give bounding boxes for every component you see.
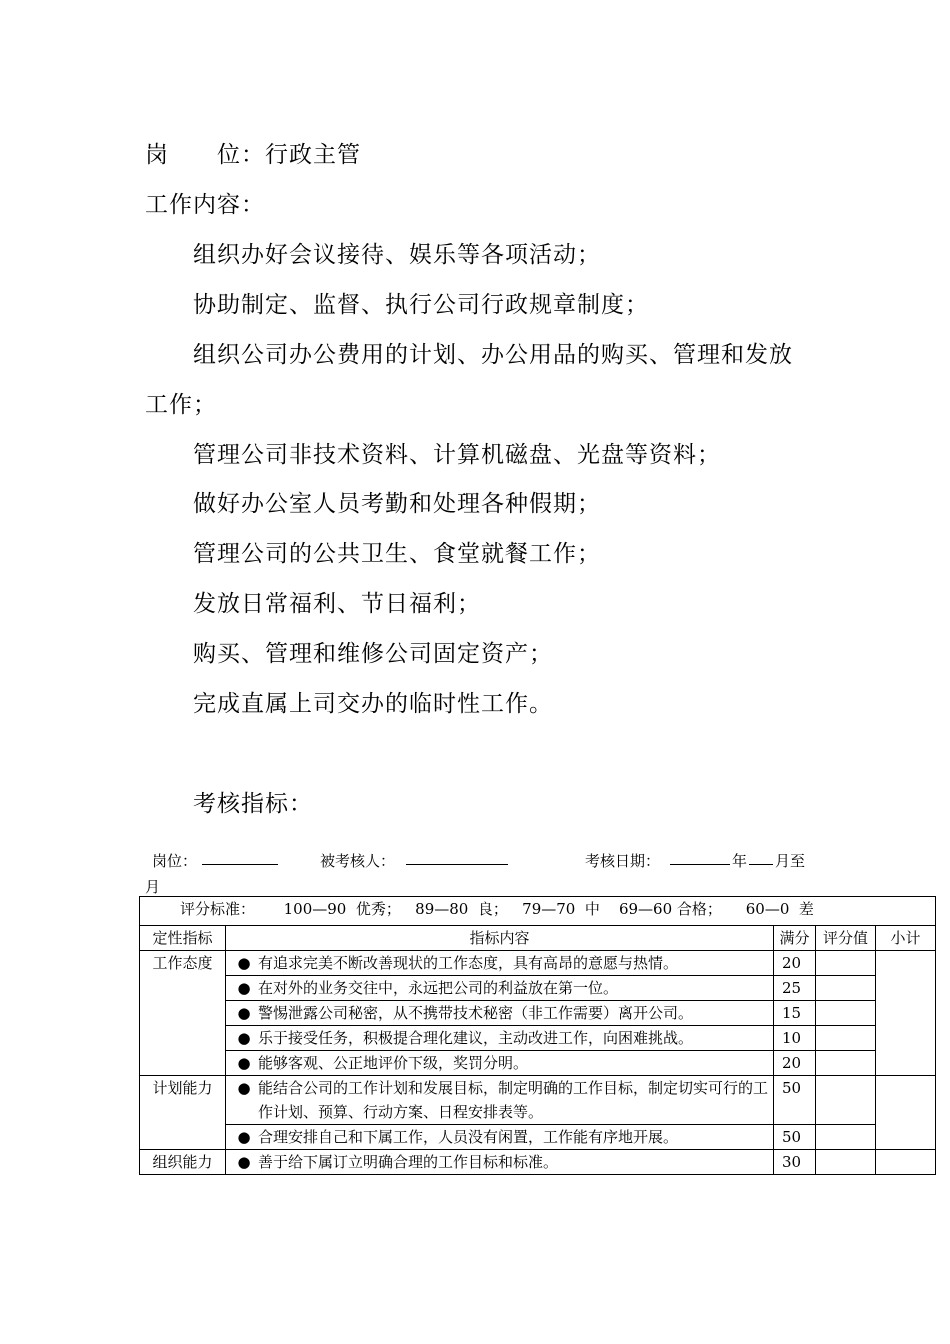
table-header-row [140,926,936,951]
work-item: 组织公司办公费用的计划、办公用品的购买、管理和发放 [193,342,793,368]
work-item: 组织办好会议接待、娱乐等各项活动； [193,242,601,268]
subtotal-cell[interactable] [876,951,936,1076]
category-cell: 工作态度 [140,951,226,1076]
work-item: 完成直属上司交办的临时性工作。 [193,691,553,717]
assessment-title: 考核指标： [193,791,313,817]
form-month-to-label: 月至 [775,852,806,870]
score-value-input[interactable] [816,1150,876,1175]
category-cell: 组织能力 [140,1150,226,1175]
work-item: 协助制定、监督、执行公司行政规章制度； [193,292,649,318]
form-year-label: 年 [732,852,748,870]
table-row [140,976,936,1001]
score-value-input[interactable] [816,976,876,1001]
item-cell [226,1001,774,1026]
item-text: 乐于接受任务，积极提合理化建议，主动改进工作，向困难挑战。 [258,1029,694,1047]
item-text: 能结合公司的工作计划和发展目标，制定明确的工作目标，制定切实可行的工作计划、预算、行动方案、日程安排表等。 [258,1079,769,1121]
table-row [140,1051,936,1076]
item-cell [226,1026,774,1051]
table-row [140,1125,936,1150]
table-row [140,951,936,976]
table-row [140,1026,936,1051]
item-text: 合理安排自己和下属工作，人员没有闲置，工作能有序地开展。 [258,1128,679,1146]
table-row [140,1001,936,1026]
score-cell: 10 [774,1026,816,1051]
table-row [140,1076,936,1125]
score-value-input[interactable] [816,1051,876,1076]
score-value-input[interactable] [816,951,876,976]
header-subtotal: 小计 [876,926,936,951]
header-score-value: 评分值 [816,926,876,951]
work-item: 管理公司的公共卫生、食堂就餐工作； [193,541,601,567]
scoring-standard: 评分标准： 100—90 优秀； 89—80 良； 79—70 中 69—60 合格； 60—0 差 [140,897,936,926]
score-cell: 25 [774,976,816,1001]
header-content: 指标内容 [226,926,774,951]
item-text: 善于给下属订立明确合理的工作目标和标准。 [258,1153,559,1171]
subtotal-cell[interactable] [876,1076,936,1150]
work-item: 做好办公室人员考勤和处理各种假期； [193,491,601,517]
score-cell: 20 [774,1051,816,1076]
header-full-score: 满分 [774,926,816,951]
table-row [140,1150,936,1175]
form-post-blank [202,850,278,869]
work-item: 购买、管理和维修公司固定资产； [193,641,553,667]
score-cell: 50 [774,1125,816,1150]
post-label-b: 位： [217,142,265,168]
item-cell [226,951,774,976]
item-cell [226,976,774,1001]
subtotal-cell[interactable] [876,1150,936,1175]
item-cell [226,1150,774,1175]
form-year-blank [670,850,730,869]
score-cell: 15 [774,1001,816,1026]
form-date-label: 考核日期： [585,852,661,870]
form-month-blank [749,850,773,869]
score-cell: 20 [774,951,816,976]
bullet-icon: ● [237,954,251,972]
score-value-input[interactable] [816,1076,876,1125]
item-text: 能够客观、公正地评价下级，奖罚分明。 [258,1054,529,1072]
bullet-icon: ● [237,1128,251,1146]
score-value-input[interactable] [816,1026,876,1051]
form-person-blank [406,850,508,869]
item-text: 警惕泄露公司秘密，从不携带技术秘密（非工作需要）离开公司。 [258,1004,694,1022]
item-cell [226,1125,774,1150]
work-item: 发放日常福利、节日福利； [193,591,481,617]
form-post-label: 岗位： [152,852,198,870]
work-item-continuation: 工作； [145,392,217,418]
bullet-icon: ● [237,979,251,997]
item-text: 在对外的业务交往中，永远把公司的利益放在第一位。 [258,979,619,997]
bullet-icon: ● [237,1054,251,1072]
score-value-input[interactable] [816,1001,876,1026]
header-category: 定性指标 [140,926,226,951]
category-cell: 计划能力 [140,1076,226,1150]
post-line [145,136,361,169]
bullet-icon: ● [237,1004,251,1022]
item-cell [226,1076,774,1125]
work-content-title: 工作内容： [145,192,265,218]
work-item: 管理公司非技术资料、计算机磁盘、光盘等资料； [193,442,721,468]
item-cell [226,1051,774,1076]
score-cell: 30 [774,1150,816,1175]
item-text: 有追求完美不断改善现状的工作态度，具有高昂的意愿与热情。 [258,954,679,972]
form-month-label: 月 [145,878,161,896]
assessment-table [139,896,936,1175]
bullet-icon: ● [237,1153,251,1171]
bullet-icon: ● [237,1029,251,1047]
scoring-standard-row [140,897,936,926]
score-value-input[interactable] [816,1125,876,1150]
post-value: 行政主管 [265,142,361,168]
form-person-label: 被考核人： [320,852,396,870]
bullet-icon: ● [237,1079,251,1097]
post-label-a: 岗 [145,142,169,168]
score-cell: 50 [774,1076,816,1125]
